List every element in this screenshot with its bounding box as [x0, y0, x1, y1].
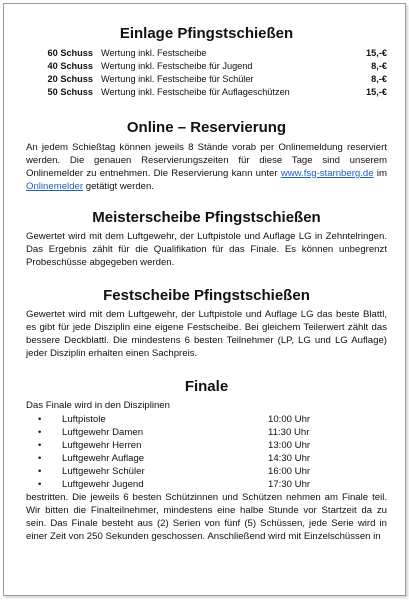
bullet-icon: •	[38, 414, 42, 425]
festival-target-title: Festscheibe Pfingstschießen	[103, 287, 310, 304]
finale-discipline: Luftgewehr Damen	[62, 427, 144, 438]
fee-price: 8,-€	[371, 74, 387, 84]
finale-intro: Das Finale wird in den Disziplinen	[26, 400, 170, 411]
festival-target-text: Gewertet wird mit dem Luftgewehr, der Luftpistole und Auflage LG das beste Blattl, es gibt für jede Disziplin eine eigene Festscheibe. Bei gleichem Teilerwert zählt das bessere Deckblattl. Die mindestens 6 besten Teilnehmer (LP, LG und LG Auflage) jeder Disziplin erhalten einen Sachpreis.	[26, 309, 387, 359]
fee-price: 15,-€	[366, 87, 387, 97]
bullet-icon: •	[38, 466, 42, 477]
finale-discipline: Luftgewehr Schüler	[62, 466, 145, 477]
finale-time: 10:00 Uhr	[268, 414, 311, 425]
fee-price: 8,-€	[371, 61, 387, 71]
finale-time: 13:00 Uhr	[268, 440, 311, 451]
bullet-icon: •	[38, 453, 42, 464]
master-target-text: Gewertet wird mit dem Luftgewehr, der Luftpistole und Auflage LG in Zehntelringen. Das Ergebnis zählt für die Qualifikation für das Finale. Es können unbegrenzt Probeschüsse abgegeben werden.	[26, 231, 387, 268]
document-page	[3, 3, 406, 596]
finale-discipline: Luftgewehr Herren	[62, 440, 142, 451]
list-item	[26, 413, 387, 426]
finale-schedule	[26, 413, 387, 491]
reservation-text-part: im	[373, 168, 387, 179]
fee-description: Wertung inkl. Festscheibe für Schüler	[101, 74, 254, 84]
fee-description: Wertung inkl. Festscheibe für Auflageschützen	[101, 87, 290, 97]
finale-time: 11:30 Uhr	[268, 427, 310, 438]
bullet-icon: •	[38, 440, 42, 451]
fee-price: 15,-€	[366, 48, 387, 58]
finale-text: bestritten. Die jeweils 6 besten Schützinnen und Schützen nehmen am Finale teil. Wir bitten die Finalteilnehmer, mindestens eine halbe Stunde vor Startzeit da zu sein. Das Finale besteht aus (2) Serien von fünf (5) Schüssen, jede Serie wird in einer Zeit von 250 Sekunden geschossen. Anschließend wird mit Einzelschüssen in	[26, 492, 387, 542]
fee-row	[26, 60, 387, 73]
bullet-icon: •	[38, 427, 42, 438]
finale-discipline: Luftgewehr Jugend	[62, 479, 144, 490]
fee-shots: 60 Schuss	[47, 48, 93, 58]
list-item	[26, 426, 387, 439]
fee-row	[26, 86, 387, 99]
finale-time: 16:00 Uhr	[268, 466, 311, 477]
list-item	[26, 465, 387, 478]
list-item	[26, 452, 387, 465]
fee-row	[26, 73, 387, 86]
fee-shots: 20 Schuss	[47, 74, 93, 84]
fee-row	[26, 47, 387, 60]
fee-shots: 40 Schuss	[47, 61, 93, 71]
document-content	[26, 4, 387, 543]
finale-time: 17:30 Uhr	[268, 479, 311, 490]
master-target-title: Meisterscheibe Pfingstschießen	[92, 209, 321, 226]
onlinemelder-link[interactable]: Onlinemelder	[26, 181, 84, 192]
finale-title: Finale	[184, 378, 229, 395]
finale-discipline: Luftpistole	[62, 414, 106, 425]
entry-fees-table	[26, 47, 387, 99]
entry-fees-title: Einlage Pfingstschießen	[119, 25, 294, 42]
list-item	[26, 439, 387, 452]
reservation-text-part: An jedem Schießtag können jeweils 8 Stände vorab per Onlinemeldung reserviert werden. Die genauen Reservierungszeiten für diese Tage sind unserem Onlinemelder zu entnehmen. Die Reservierung kann unter	[26, 142, 387, 179]
website-link[interactable]: www.fsg-starnberg.de	[280, 168, 374, 179]
fee-shots: 50 Schuss	[47, 87, 93, 97]
finale-time: 14:30 Uhr	[268, 453, 311, 464]
reservation-title: Online – Reservierung	[126, 119, 287, 136]
fee-description: Wertung inkl. Festscheibe	[101, 48, 207, 58]
reservation-text	[26, 141, 387, 193]
bullet-icon: •	[38, 479, 42, 490]
fee-description: Wertung inkl. Festscheibe für Jugend	[101, 61, 253, 71]
finale-discipline: Luftgewehr Auflage	[62, 453, 145, 464]
list-item	[26, 478, 387, 491]
reservation-text-part: getätigt werden.	[83, 181, 154, 192]
